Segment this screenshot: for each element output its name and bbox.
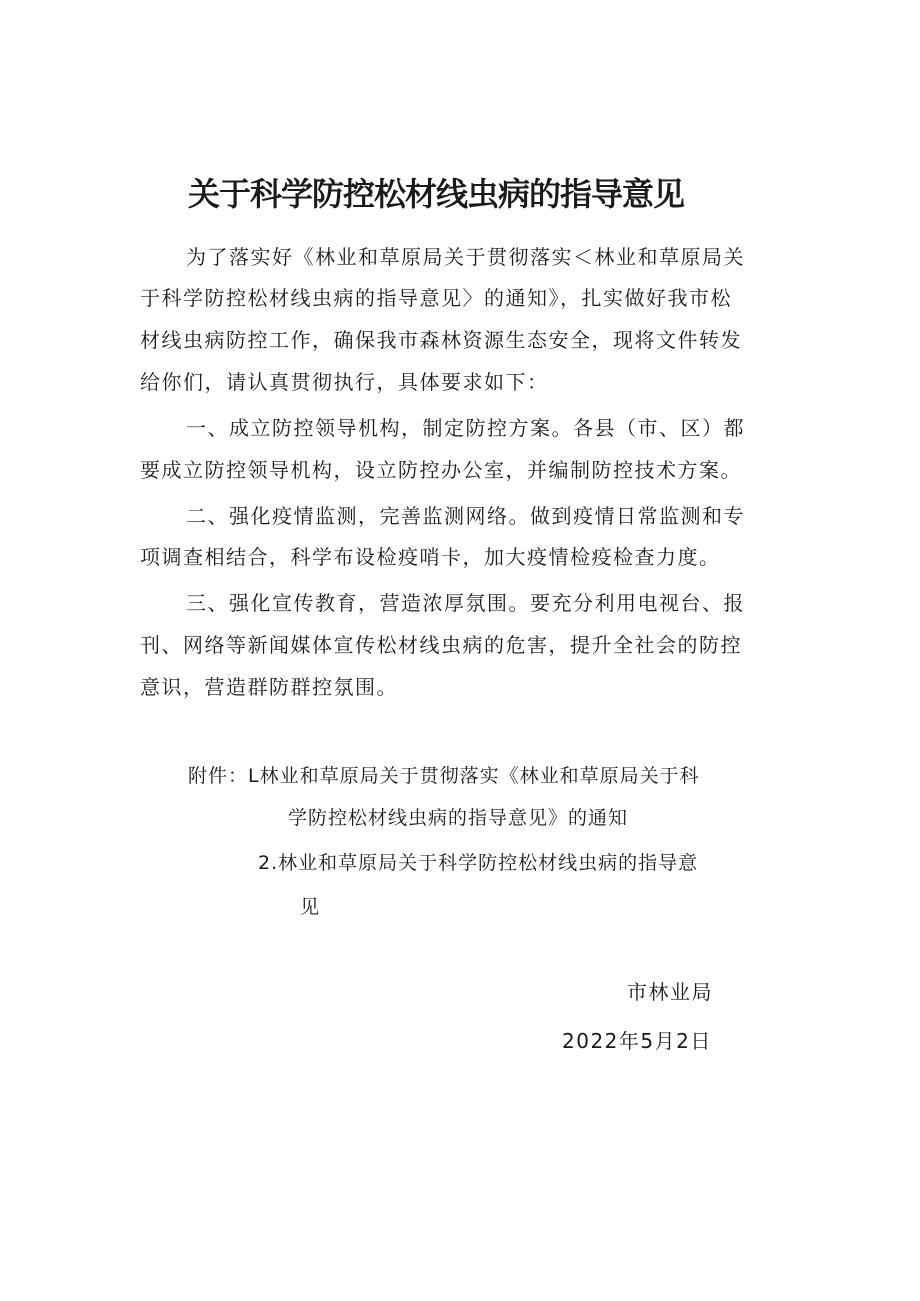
paragraph-3-line-2: 项调查相结合，科学布设检疫哨卡，加大疫情检疫检查力度。 [140,545,721,569]
paragraph-2-line-2: 要成立防控领导机构，设立防控办公室，并编制防控技术方案。 [140,458,742,482]
paragraph-1-line-2: 于科学防控松材线虫病的指导意见〉的通知》，扎实做好我市松 [140,286,732,310]
attachment-2-line-1: 2.林业和草原局关于科学防控松材线虫病的指导意 [258,852,699,874]
paragraph-2-line-1: 一、成立防控领导机构，制定防控方案。各县（市、区）都 [186,416,745,440]
issue-date: 2022年5月2日 [562,1029,712,1053]
paragraph-1-line-3: 材线虫病防控工作，确保我市森林资源生态安全，现将文件转发 [140,328,742,352]
paragraph-1-line-4: 给你们，请认真贯彻执行，具体要求如下： [140,370,549,394]
paragraph-1-line-1: 为了落实好《林业和草原局关于贯彻落实＜林业和草原局关 [186,245,745,269]
attachment-2-line-2: 见 [300,896,321,918]
attachment-1-line-2: 学防控松材线虫病的指导意见》的通知 [288,807,629,829]
paragraph-4-line-3: 意识，营造群防群控氛围。 [140,675,398,699]
paragraph-4-line-1: 三、强化宣传教育，营造浓厚氛围。要充分利用电视台、报 [186,591,745,615]
paragraph-3-line-1: 二、强化疫情监测，完善监测网络。做到疫情日常监测和专 [186,504,745,528]
document-title: 关于科学防控松材线虫病的指导意见 [188,175,685,213]
issuer-name: 市林业局 [627,980,713,1004]
attachment-1-line-1: 附件：L林业和草原局关于贯彻落实《林业和草原局关于科 [188,765,700,787]
paragraph-4-line-2: 刊、网络等新闻媒体宣传松材线虫病的危害，提升全社会的防控 [140,633,742,657]
